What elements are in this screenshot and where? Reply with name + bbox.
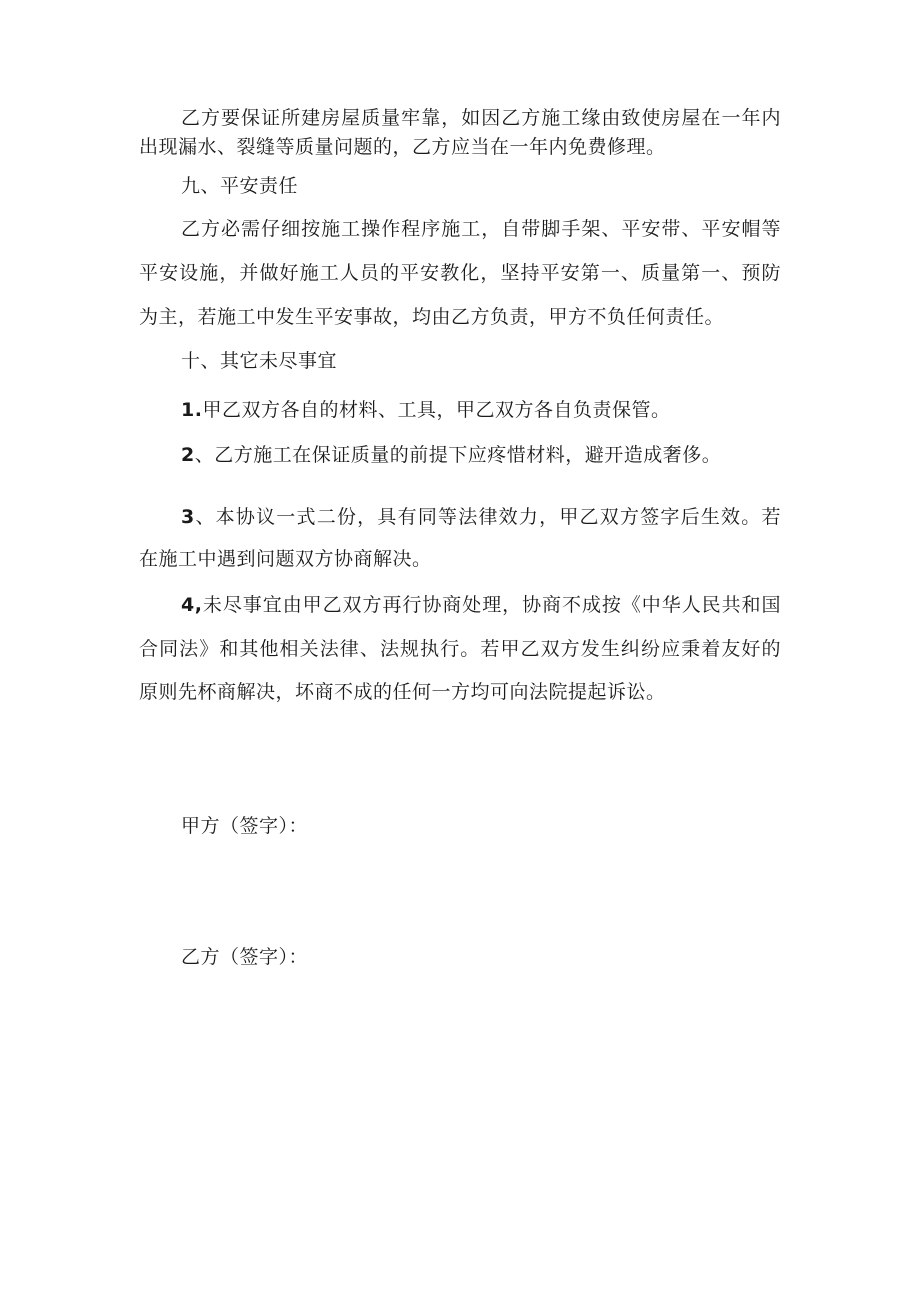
list-item-number: 2 — [181, 444, 195, 466]
list-item-text: 甲乙双方各自的材料、工具，甲乙双方各自负责保管。 — [202, 399, 671, 421]
list-item-number: 4, — [181, 594, 203, 616]
section9-paragraph-line3: 为主，若施工中发生平安事故，均由乙方负责，甲方不负任何责任。 — [139, 306, 725, 328]
list-item-text: 未尽事宜由甲乙双方再行协商处理，协商不成按《中华人民共和国 — [202, 594, 781, 616]
section10-heading: 十、其它未尽事宜 — [181, 350, 338, 372]
list-item-1 — [181, 398, 670, 422]
party-b-signature-label: 乙方（签字）： — [181, 946, 309, 968]
list-item-text: 、乙方施工在保证质量的前提下应疼惜材料，避开造成奢侈。 — [194, 444, 722, 466]
list-item-4-line1 — [181, 593, 781, 617]
section9-paragraph-line2: 平安设施，并做好施工人员的平安教化，坚持平安第一、质量第一、预防 — [139, 262, 781, 284]
section9-paragraph-line1: 乙方必需仔细按施工操作程序施工，自带脚手架、平安带、平安帽等 — [181, 218, 781, 240]
list-item-number: 1. — [181, 399, 203, 421]
section8-paragraph-line1: 乙方要保证所建房屋质量牢靠，如因乙方施工缘由致使房屋在一年内 — [181, 107, 781, 129]
party-a-signature-label: 甲方（签字）： — [181, 815, 309, 837]
list-item-3-line1 — [181, 505, 781, 529]
list-item-number: 3 — [181, 506, 195, 528]
list-item-4-line2: 合同法》和其他相关法律、法规执行。若甲乙双方发生纠纷应秉着友好的 — [139, 638, 781, 660]
section9-heading: 九、平安责任 — [181, 175, 299, 197]
list-item-text: 、本协议一式二份，具有同等法律效力，甲乙双方签字后生效。若 — [194, 506, 781, 528]
list-item-2 — [181, 443, 721, 467]
list-item-4-line3: 原则先杯商解决，坏商不成的任何一方均可向法院提起诉讼。 — [139, 681, 666, 703]
section8-paragraph-line2: 出现漏水、裂缝等质量问题的，乙方应当在一年内免费修理。 — [139, 136, 666, 158]
list-item-3-line2: 在施工中遇到问题双方协商解决。 — [139, 548, 432, 570]
